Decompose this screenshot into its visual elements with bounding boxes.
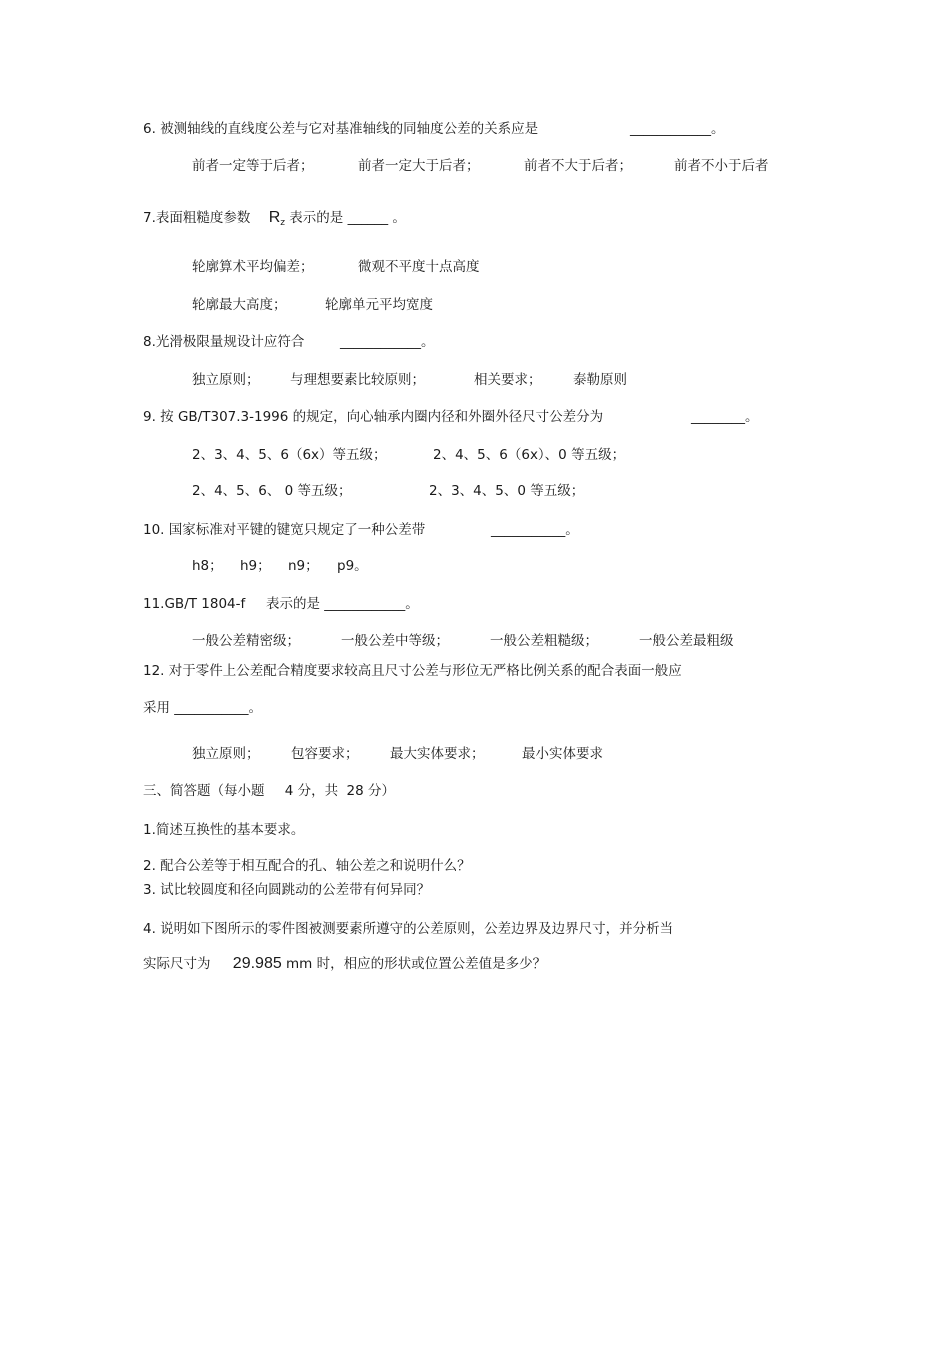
section3-question-4-line1: 4. 说明如下图所示的零件图被测要素所遵守的公差原则，公差边界及边界尺寸，并分析当 bbox=[143, 921, 674, 937]
q12-option-a: 独立原则； bbox=[192, 746, 260, 762]
q6-option-c: 前者不大于后者； bbox=[524, 158, 632, 174]
q4-suffix: mm 时，相应的形状或位置公差值是多少？ bbox=[286, 956, 547, 972]
q12-line2: 采用 ___________。 bbox=[143, 700, 263, 716]
section3-question-2: 2. 配合公差等于相互配合的孔、轴公差之和说明什么？ bbox=[143, 858, 471, 874]
q7-symbol: R bbox=[268, 209, 281, 226]
q8-blank: ____________。 bbox=[340, 334, 435, 350]
q7-prefix: 7.表面粗糙度参数 bbox=[143, 210, 251, 226]
q9-option-c: 2、4、5、6、 0 等五级； bbox=[192, 483, 352, 499]
q12-line1: 12. 对于零件上公差配合精度要求较高且尺寸公差与形位无严格比例关系的配合表面一般应 bbox=[143, 663, 682, 679]
q10-stem: 10. 国家标准对平键的键宽只规定了一种公差带 bbox=[143, 522, 426, 538]
q8-option-b: 与理想要素比较原则； bbox=[290, 372, 425, 388]
q8-option-d: 泰勒原则 bbox=[573, 372, 627, 388]
q7-option-d: 轮廓单元平均宽度 bbox=[325, 297, 433, 313]
q7-suffix: 表示的是 ______ 。 bbox=[289, 210, 406, 226]
q10-option-d: p9。 bbox=[337, 558, 368, 574]
q10-option-a: h8； bbox=[192, 558, 223, 574]
q6-blank: ____________。 bbox=[630, 121, 725, 137]
q9-option-a: 2、3、4、5、6（6x）等五级； bbox=[192, 447, 387, 463]
q11-option-d: 一般公差最粗级 bbox=[639, 633, 734, 649]
section3-question-4-line2 bbox=[143, 955, 546, 973]
section3-question-1: 1.简述互换性的基本要求。 bbox=[143, 822, 305, 838]
q12-option-c: 最大实体要求； bbox=[390, 746, 485, 762]
q7-option-a: 轮廓算术平均偏差； bbox=[192, 259, 314, 275]
q9-stem: 9. 按 GB/T307.3-1996 的规定，向心轴承内圈内径和外圈外径尺寸公差分为 bbox=[143, 409, 604, 425]
q10-option-c: n9； bbox=[288, 558, 319, 574]
q9-option-b: 2、4、5、6（6x）、0 等五级； bbox=[433, 447, 626, 463]
q4-prefix: 实际尺寸为 bbox=[143, 956, 211, 972]
section3-heading-text: 三、简答题（每小题 bbox=[143, 783, 265, 799]
q11-stem: 11.GB/T 1804-f bbox=[143, 596, 246, 612]
q10-blank: ___________。 bbox=[491, 522, 579, 538]
section3-heading-total: 28 分） bbox=[346, 783, 395, 799]
q8-stem: 8.光滑极限量规设计应符合 bbox=[143, 334, 305, 350]
q11-suffix: 表示的是 ____________。 bbox=[266, 596, 419, 612]
q7-symbol-sub: z bbox=[280, 218, 285, 228]
q6-option-d: 前者不小于后者 bbox=[674, 158, 769, 174]
q12-option-b: 包容要求； bbox=[291, 746, 359, 762]
q12-option-d: 最小实体要求 bbox=[522, 746, 603, 762]
q11-option-c: 一般公差粗糙级； bbox=[490, 633, 598, 649]
q8-option-a: 独立原则； bbox=[192, 372, 260, 388]
q7-stem bbox=[143, 209, 406, 232]
q9-option-d: 2、3、4、5、0 等五级； bbox=[429, 483, 585, 499]
q6-option-b: 前者一定大于后者； bbox=[358, 158, 480, 174]
q9-blank: ________。 bbox=[691, 409, 759, 425]
q7-option-b: 微观不平度十点高度 bbox=[358, 259, 480, 275]
section3-heading bbox=[143, 782, 395, 800]
section3-question-3: 3. 试比较圆度和径向圆跳动的公差带有何异同？ bbox=[143, 882, 431, 898]
q7-option-c: 轮廓最大高度； bbox=[192, 297, 287, 313]
section3-heading-points: 4 分，共 bbox=[284, 783, 339, 799]
q11-option-b: 一般公差中等级； bbox=[341, 633, 449, 649]
q4-value: 29.985 bbox=[232, 955, 282, 972]
q6-stem: 6. 被测轴线的直线度公差与它对基准轴线的同轴度公差的关系应是 bbox=[143, 121, 539, 137]
q6-option-a: 前者一定等于后者； bbox=[192, 158, 314, 174]
q10-option-b: h9； bbox=[240, 558, 271, 574]
q8-option-c: 相关要求； bbox=[474, 372, 542, 388]
q11-option-a: 一般公差精密级； bbox=[192, 633, 300, 649]
